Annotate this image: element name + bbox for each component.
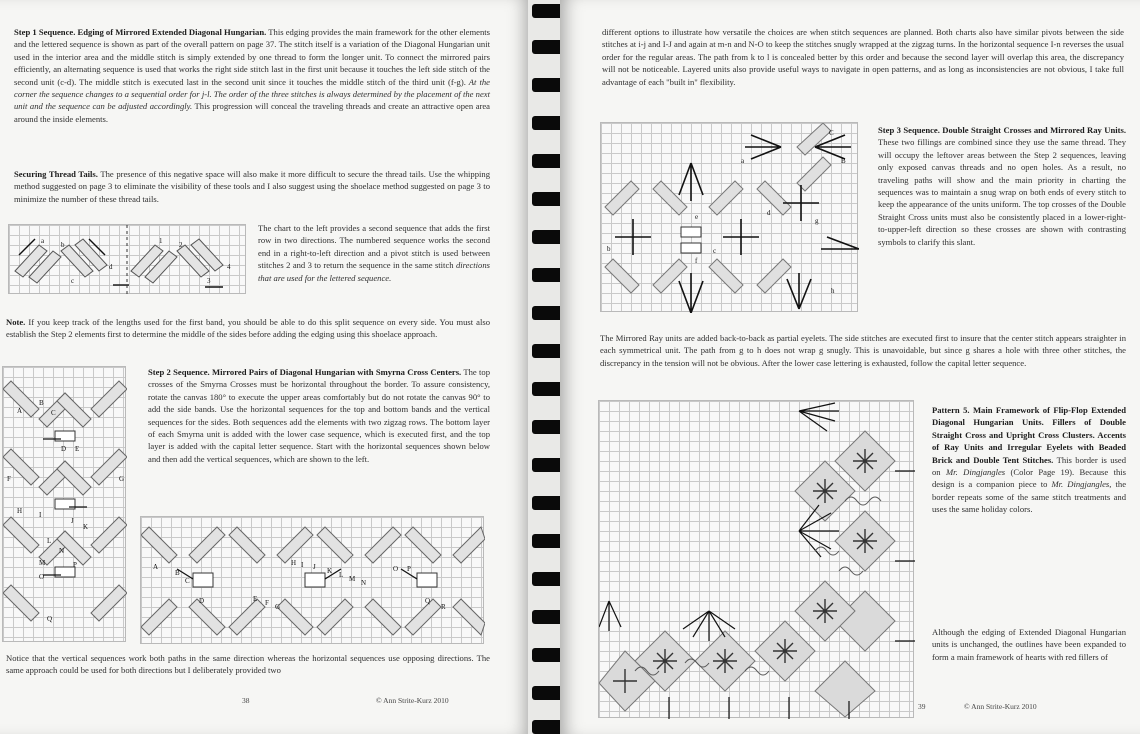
horizontal-label-O: O [393, 565, 399, 573]
horizontal-label-E: E [253, 595, 258, 603]
step1-heading: Step 1 Sequence. Edging of Mirrored Extended Diagonal Hungarian. [14, 27, 267, 37]
pattern5-chart-drawing [599, 401, 915, 719]
page-number-left: 38 [242, 696, 250, 705]
edging-paragraph: Although the edging of Extended Diagonal Hungarian units is unchanged, the outlines have been expanded to form a main framework of hearts with red fillers of [932, 627, 1126, 662]
step3-label-a: a [741, 157, 745, 165]
step3-chart [600, 122, 858, 312]
vertical-label-D: D [61, 445, 67, 453]
vertical-chart-drawing [3, 367, 127, 643]
securing-thread-tails-paragraph: Securing Thread Tails. The presence of this negative space will also make it more difficult to secure the thread tails. Use the whipping method suggested on page 3 to eliminate the visibility of these tools and I also suggest using the shoelace method suggested on page 3 to minimize the number of these thread tails. [14, 169, 490, 204]
horizontal-label-A: A [153, 563, 159, 571]
step3-label-C: C [829, 129, 834, 137]
step1-chart [8, 224, 246, 294]
note-heading: Note. [6, 317, 26, 327]
vertical-label-K: K [83, 523, 89, 531]
horizontal-label-P: P [407, 565, 411, 573]
pattern5-heading: Pattern 5. Main Framework of Flip-Flop Extended Diagonal Hungarian Units. Fillers of Double Straight Cross and Upright Cross Clusters. Accents of Ray Units and Irregular Eyelets with Beaded Brick and Double Tent Stitches. [932, 405, 1126, 465]
horizontal-label-L: L [339, 571, 344, 579]
vertical-label-C: C [51, 409, 56, 417]
second-sequence-paragraph: The chart to the left provides a second sequence that adds the first row in two directions. The numbered sequence works the second end in a right-to-left direction and a pivot stitch is used between stitches 2 and 3 to return the sequence in the same stitch directions that are used for the lettered sequence. [258, 223, 490, 283]
vertical-label-N: N [59, 547, 65, 555]
step1-label-1: 1 [159, 237, 163, 245]
step1-label-c: c [71, 277, 75, 285]
vertical-label-J: J [71, 517, 74, 525]
vertical-label-Q: Q [47, 615, 53, 623]
securing-heading: Securing Thread Tails. [14, 169, 98, 179]
ray-units-paragraph: The Mirrored Ray units are added back-to-back as partial eyelets. The side stitches are executed first to insure that the center stitch appears straighter in each symmetrical unit. The path from g to h does not wrap g snugly. This is unavoidable, but since g shares a hole with three other stitches, the discrepancy in the tension will not be obvious. After the lower case lettering is exhausted, follow the capital letter sequence. [600, 333, 1126, 368]
horizontal-chart-drawing [141, 517, 485, 645]
step1-chart-drawing [9, 225, 247, 295]
step2-heading: Step 2 Sequence. Mirrored Pairs of Diagonal Hungarian with Smyrna Cross Centers. [148, 367, 462, 377]
step3-label-h: h [831, 287, 835, 295]
horizontal-label-J: J [313, 563, 316, 571]
horizontal-label-H: H [291, 559, 297, 567]
horizontal-label-N: N [361, 579, 367, 587]
step1-label-a: a [41, 237, 45, 245]
horizontal-label-I: I [301, 561, 304, 569]
pattern5-paragraph: Pattern 5. Main Framework of Flip-Flop Extended Diagonal Hungarian Units. Fillers of Double Straight Cross and Upright Cross Clusters. Accents of Ray Units and Irregular Eyelets with Beaded Brick and Double Tent Stitches. This border is used on Mr. Dingjangles (Color Page 19). Because this design is a companion piece to Mr. Dingjangles, the border repeats some of the same stitch treatments and uses the same holiday colors. [932, 405, 1127, 515]
horizontal-label-B: B [175, 569, 180, 577]
step3-label-g: g [815, 217, 819, 225]
step3-label-B: B [841, 157, 846, 165]
vertical-label-A: A [17, 407, 23, 415]
step1-label-b: b [61, 241, 65, 249]
left-page [0, 0, 528, 734]
vertical-label-P: P [73, 561, 77, 569]
step1-label-2: 2 [179, 241, 183, 249]
step3-label-f: f [695, 257, 698, 265]
step3-chart-drawing [601, 123, 859, 313]
step2-paragraph: Step 2 Sequence. Mirrored Pairs of Diagonal Hungarian with Smyrna Cross Centers. The top crosses of the Smyrna Crosses must be horizontal throughout the border. To assure consistency, rotate the canvas 180° to execute the upper areas comfortably but do not rotate the canvas 90° to add the side bands. Use the horizontal sequences for the top and bottom bands and the vertical sequences for the sides. Both sequences add the elements with two zigzag rows. The bottom layer of each Smyrna unit is added with the lower case sequence, which is executed first, and the top layer is added with the capital letter sequence. Start with the horizontal sequences shown below and then add the vertical sequences, which are shown to the left. [148, 367, 490, 464]
vertical-label-B: B [39, 399, 44, 407]
bottom-paragraph: Notice that the vertical sequences work both paths in the same direction whereas the horizontal sequences use opposing directions. The same approach could be used for both directions but I deliberately provided two [6, 653, 490, 676]
vertical-label-E: E [75, 445, 80, 453]
vertical-label-L: L [47, 537, 52, 545]
horizontal-label-R: R [441, 603, 446, 611]
vertical-label-G: G [119, 475, 125, 483]
horizontal-label-F: F [265, 599, 269, 607]
step3-label-d: d [767, 209, 771, 217]
step1-paragraph: Step 1 Sequence. Edging of Mirrored Extended Diagonal Hungarian. This edging provides the main framework for the other elements and the lettered sequence is shown as part of the overall pattern on page 37. The stitch itself is a variation of the Diagonal Hungarian unit used in the interior area and the middle stitch is simply extended by one thread to form the longer unit. To connect the mirrored pairs efficiently, an alternating sequence is used that works the right side stitch last in the first unit because it touches the left side stitch of the second unit (c-d). The middle stitch is executed last in the second unit since it touches the middle stitch of the third unit (f-g). At the corner the sequence changes to a sequential order for j-l. The order of the three stitches is always determined by the placement of the next unit and the sequence can be adjusted accordingly. This progression will conceal the traveling threads and create an attractive open area around the inside elements. [14, 27, 491, 124]
step3-paragraph: Step 3 Sequence. Double Straight Crosses and Mirrored Ray Units. These two fillings are combined since they use the same thread. They will occupy the leftover areas between the Step 2 sequences, leaving only exposed canvas threads and no open holes. As a result, no traveling paths will show and the main priority in charting the sequences was to maintain a snug wrap on both ends of every stitch to keep the appearance of the units uniform. The top crosses of the Double Straight Cross units must also be consistently placed in a lower-right-to-upper-left direction so these crosses are shown with contrasting symbols to clarify this slant. [878, 125, 1126, 247]
vertical-label-M: M [39, 559, 46, 567]
page-number-right: 39 [918, 702, 926, 711]
step1-label-4: 4 [227, 263, 231, 271]
horizontal-label-G: G [275, 603, 281, 611]
vertical-label-I: I [39, 511, 42, 519]
copyright-left: © Ann Strite-Kurz 2010 [376, 696, 449, 705]
vertical-label-O: O [39, 573, 45, 581]
step1-label-3: 3 [207, 277, 211, 285]
step3-label-e: e [695, 213, 699, 221]
horizontal-sequence-chart [140, 516, 484, 644]
copyright-right: © Ann Strite-Kurz 2010 [964, 702, 1037, 711]
vertical-label-H: H [17, 507, 23, 515]
right-page [560, 0, 1140, 734]
horizontal-label-K: K [327, 567, 333, 575]
step3-label-c: c [713, 247, 717, 255]
vertical-sequence-chart [2, 366, 126, 642]
horizontal-label-C: C [185, 577, 190, 585]
vertical-label-F: F [7, 475, 11, 483]
pattern5-chart [598, 400, 914, 718]
step3-label-b: b [607, 245, 611, 253]
step1-label-d: d [109, 263, 113, 271]
note-paragraph: Note. If you keep track of the lengths used for the first band, you should be able to do this split sequence on every side. You must also establish the Step 2 elements first to determine the middle of the sides before adding the edging using this shoelace approach. [6, 317, 490, 340]
horizontal-label-Q: Q [425, 597, 431, 605]
horizontal-label-M: M [349, 575, 356, 583]
right-top-paragraph: different options to illustrate how versatile the choices are when stitch sequences are planned. Both charts also have similar pivots between the side stitches at i-j and I-J and again at m-n and N-O to keep the stitches snugly wrapped at the zigzag turns. In the horizontal sequence I-n reverses the usual order for the regular areas. The path from k to l is concealed better by this order and because the second layer will overlap this area, the discrepancy will not be noticeable. Layered units also provide useful ways to navigate in open patterns, and as long as inconsistencies are not obvious, I take full advantage of each "built in" flexibility. [602, 27, 1124, 87]
horizontal-label-D: D [199, 597, 205, 605]
step3-heading: Step 3 Sequence. Double Straight Crosses and Mirrored Ray Units. [878, 125, 1126, 135]
